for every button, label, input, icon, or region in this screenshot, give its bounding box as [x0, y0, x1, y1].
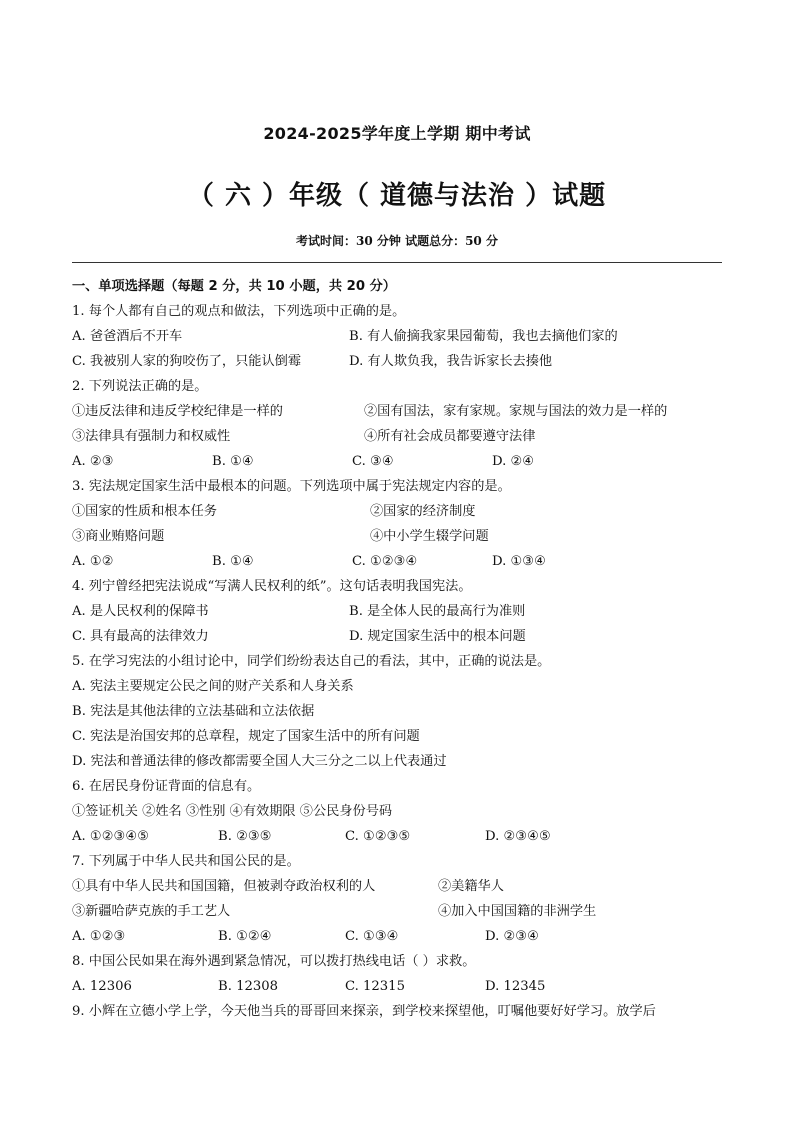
question-2-statement-3: ③法律具有强制力和权威性 [72, 429, 231, 444]
exam-content [72, 274, 732, 1024]
question-4-option-b: B. 是全体人民的最高行为准则 [349, 604, 526, 619]
question-1-option-c: C. 我被别人家的狗咬伤了，只能认倒霉 [72, 354, 302, 369]
question-7-option-b: B. ①②④ [218, 929, 272, 944]
question-5-option-a: A. 宪法主要规定公民之间的财产关系和人身关系 [72, 679, 354, 694]
question-7-statement-2: ②美籍华人 [438, 879, 504, 894]
question-6-option-d: D. ②③④⑤ [485, 829, 551, 844]
question-1-row-1 [72, 324, 732, 349]
question-6-options [72, 824, 732, 849]
question-4-option-c: C. 具有最高的法律效力 [72, 629, 209, 644]
question-2-statements-1 [72, 399, 732, 424]
section-title: 一、单项选择题（每题 2 分，共 10 小题，共 20 分） [72, 279, 396, 294]
question-1-option-b: B. 有人偷摘我家果园葡萄，我也去摘他们家的 [349, 329, 618, 344]
question-4-stem: 4. 列宁曾经把宪法说成“写满人民权利的纸”。这句话表明我国宪法。 [72, 579, 472, 594]
question-7-options [72, 924, 732, 949]
question-3-option-d: D. ①③④ [492, 554, 546, 569]
question-7-statement-1: ①具有中华人民共和国国籍，但被剥夺政治权利的人 [72, 879, 376, 894]
question-5-stem: 5. 在学习宪法的小组讨论中，同学们纷纷表达自己的看法，其中，正确的说法是。 [72, 654, 551, 669]
question-7-option-a: A. ①②③ [72, 929, 126, 944]
question-8-option-b: B. 12308 [218, 979, 279, 994]
question-3-stem: 3. 宪法规定国家生活中最根本的问题。下列选项中属于宪法规定内容的是。 [72, 479, 511, 494]
question-4-option-d: D. 规定国家生活中的根本问题 [349, 629, 526, 644]
question-2-statements-2 [72, 424, 732, 449]
exam-meta: 考试时间：30 分钟 试题总分：50 分 [296, 234, 498, 248]
question-4-row-2 [72, 624, 732, 649]
question-6-items: ①签证机关 ②姓名 ③性别 ④有效期限 ⑤公民身份号码 [72, 804, 393, 819]
question-2-statement-2: ②国有国法，家有家规。家规与国法的效力是一样的 [364, 404, 668, 419]
header-divider [72, 262, 722, 263]
question-3-option-b: B. ①④ [212, 554, 254, 569]
exam-title: （ 六 ）年级（ 道德与法治 ）试题 [187, 181, 607, 211]
question-3-statement-2: ②国家的经济制度 [370, 504, 476, 519]
question-1-row-2 [72, 349, 732, 374]
question-7-statements-1 [72, 874, 732, 899]
question-2-option-a: A. ②③ [72, 454, 114, 469]
question-1-option-a: A. 爸爸酒后不开车 [72, 329, 183, 344]
question-3-statements-2 [72, 524, 732, 549]
question-8-options [72, 974, 732, 999]
question-7-statement-4: ④加入中国国籍的非洲学生 [438, 904, 597, 919]
question-6-option-a: A. ①②③④⑤ [72, 829, 150, 844]
question-2-option-d: D. ②④ [492, 454, 535, 469]
question-2-option-b: B. ①④ [212, 454, 254, 469]
exam-term: 2024-2025学年度上学期 期中考试 [263, 124, 531, 143]
question-8-option-c: C. 12315 [345, 979, 405, 994]
question-8-stem: 8. 中国公民如果在海外遇到紧急情况，可以拨打热线电话（ ）求救。 [72, 954, 476, 969]
question-4-row-1 [72, 599, 732, 624]
question-4-option-a: A. 是人民权利的保障书 [72, 604, 209, 619]
question-3-options [72, 549, 732, 574]
question-6-stem: 6. 在居民身份证背面的信息有。 [72, 779, 261, 794]
question-5-option-d: D. 宪法和普通法律的修改都需要全国人大三分之二以上代表通过 [72, 754, 447, 769]
question-5-option-c: C. 宪法是治国安邦的总章程，规定了国家生活中的所有问题 [72, 729, 420, 744]
question-1-option-d: D. 有人欺负我，我告诉家长去揍他 [349, 354, 553, 369]
question-6-option-c: C. ①②③⑤ [345, 829, 411, 844]
question-9-stem: 9. 小辉在立德小学上学，今天他当兵的哥哥回来探亲，到学校来探望他，叮嘱他要好好学习。放学后 [72, 1004, 656, 1019]
question-3-option-a: A. ①② [72, 554, 114, 569]
question-3-option-c: C. ①②③④ [352, 554, 418, 569]
question-5-option-b: B. 宪法是其他法律的立法基础和立法依据 [72, 704, 315, 719]
question-6-option-b: B. ②③⑤ [218, 829, 272, 844]
question-7-option-c: C. ①③④ [345, 929, 399, 944]
question-7-statements-2 [72, 899, 732, 924]
question-1-stem: 1. 每个人都有自己的观点和做法，下列选项中正确的是。 [72, 304, 406, 319]
question-2-options [72, 449, 732, 474]
question-3-statements-1 [72, 499, 732, 524]
question-8-option-a: A. 12306 [72, 979, 132, 994]
question-2-stem: 2. 下列说法正确的是。 [72, 379, 208, 394]
question-3-statement-1: ①国家的性质和根本任务 [72, 504, 218, 519]
question-7-statement-3: ③新疆哈萨克族的手工艺人 [72, 904, 231, 919]
question-8-option-d: D. 12345 [485, 979, 546, 994]
question-7-stem: 7. 下列属于中华人民共和国公民的是。 [72, 854, 300, 869]
question-2-option-c: C. ③④ [352, 454, 394, 469]
question-2-statement-4: ④所有社会成员都要遵守法律 [364, 429, 536, 444]
question-3-statement-3: ③商业贿赂问题 [72, 529, 165, 544]
question-7-option-d: D. ②③④ [485, 929, 539, 944]
question-3-statement-4: ④中小学生辍学问题 [370, 529, 489, 544]
question-2-statement-1: ①违反法律和违反学校纪律是一样的 [72, 404, 283, 419]
